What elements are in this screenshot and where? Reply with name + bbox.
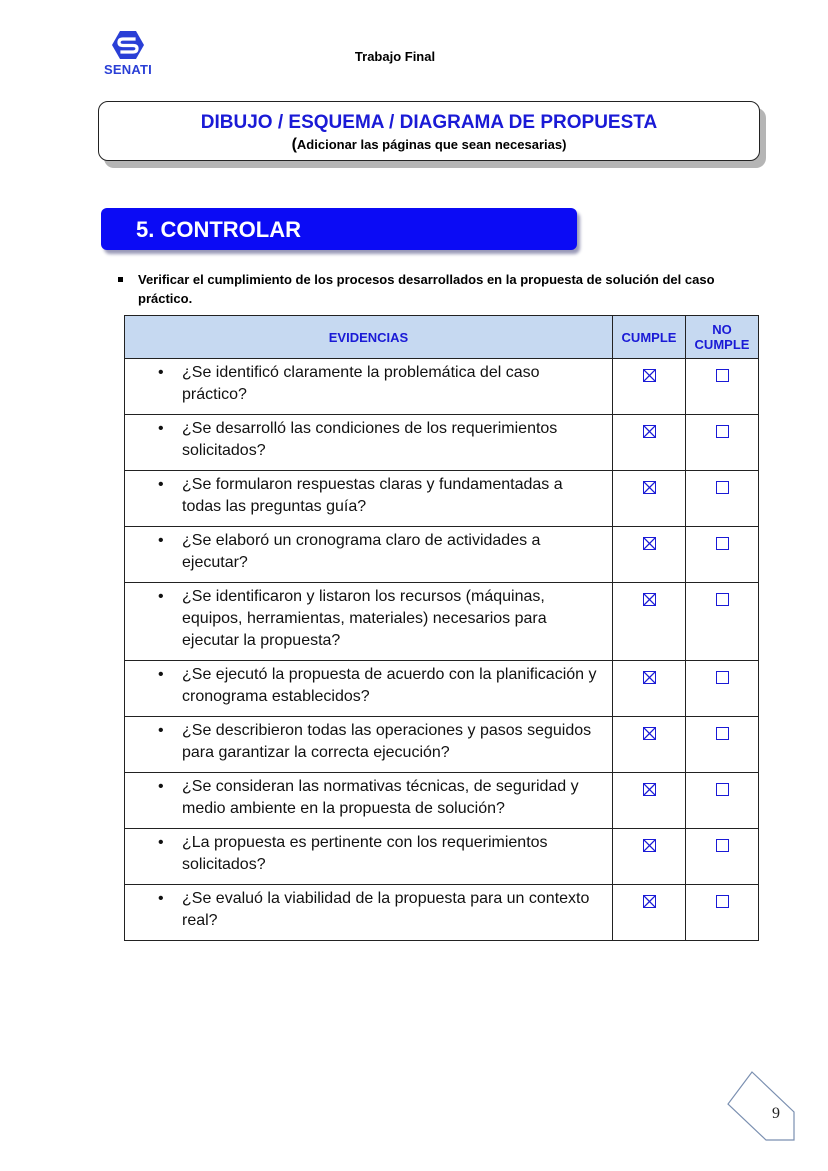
table-row bbox=[125, 717, 759, 773]
checked-box-icon[interactable] bbox=[643, 481, 656, 494]
banner-title: DIBUJO / ESQUEMA / DIAGRAMA DE PROPUESTA bbox=[200, 112, 658, 133]
evidence-question: ¿Se identificó claramente la problemática del caso práctico? bbox=[182, 364, 540, 403]
no-cumple-cell bbox=[686, 359, 759, 415]
unchecked-box-icon[interactable] bbox=[716, 481, 729, 494]
evidence-question: ¿La propuesta es pertinente con los requerimientos solicitados? bbox=[182, 834, 548, 873]
senati-logo bbox=[100, 30, 156, 77]
evidence-cell bbox=[125, 773, 613, 829]
checked-box-icon[interactable] bbox=[643, 537, 656, 550]
checked-box-icon[interactable] bbox=[643, 369, 656, 382]
unchecked-box-icon[interactable] bbox=[716, 593, 729, 606]
page-number: 9 bbox=[772, 1105, 780, 1122]
checked-box-icon[interactable] bbox=[643, 895, 656, 908]
evidence-cell bbox=[125, 471, 613, 527]
cumple-cell bbox=[613, 717, 686, 773]
evidence-cell bbox=[125, 829, 613, 885]
bullet-icon: • bbox=[158, 778, 164, 795]
header-no-cumple: NO CUMPLE bbox=[686, 316, 759, 359]
bullet-icon: • bbox=[158, 420, 164, 437]
no-cumple-cell bbox=[686, 829, 759, 885]
bullet-icon: • bbox=[158, 588, 164, 605]
no-cumple-cell bbox=[686, 661, 759, 717]
section-header bbox=[101, 208, 577, 250]
no-cumple-cell bbox=[686, 527, 759, 583]
evidence-question: ¿Se ejecutó la propuesta de acuerdo con la planificación y cronograma establecidos? bbox=[182, 666, 597, 705]
checked-box-icon[interactable] bbox=[643, 593, 656, 606]
evidence-question: ¿Se elaboró un cronograma claro de actividades a ejecutar? bbox=[182, 532, 541, 571]
evidence-cell bbox=[125, 583, 613, 661]
logo-text: SENATI bbox=[104, 62, 152, 77]
evidence-question: ¿Se identificaron y listaron los recursos (máquinas, equipos, herramientas, materiales) necesarios para ejecutar la propuesta? bbox=[182, 588, 547, 649]
evidence-question: ¿Se evaluó la viabilidad de la propuesta para un contexto real? bbox=[182, 890, 590, 929]
cumple-cell bbox=[613, 527, 686, 583]
unchecked-box-icon[interactable] bbox=[716, 425, 729, 438]
evidence-cell bbox=[125, 885, 613, 941]
unchecked-box-icon[interactable] bbox=[716, 839, 729, 852]
table-row bbox=[125, 773, 759, 829]
square-bullet-icon bbox=[118, 277, 123, 282]
unchecked-box-icon[interactable] bbox=[716, 727, 729, 740]
no-cumple-cell bbox=[686, 415, 759, 471]
evidence-cell bbox=[125, 359, 613, 415]
bullet-icon: • bbox=[158, 532, 164, 549]
header-cumple: CUMPLE bbox=[613, 316, 686, 359]
evidence-question: ¿Se desarrolló las condiciones de los requerimientos solicitados? bbox=[182, 420, 558, 459]
evidence-cell bbox=[125, 415, 613, 471]
unchecked-box-icon[interactable] bbox=[716, 783, 729, 796]
unchecked-box-icon[interactable] bbox=[716, 369, 729, 382]
evidence-cell bbox=[125, 527, 613, 583]
cumple-cell bbox=[613, 661, 686, 717]
banner-subtitle bbox=[99, 136, 759, 154]
senati-logo-icon bbox=[111, 30, 145, 60]
bullet-icon: • bbox=[158, 834, 164, 851]
subtitle-text: Adicionar las páginas que sean necesarias) bbox=[296, 137, 567, 152]
evidence-cell bbox=[125, 661, 613, 717]
bullet-icon: • bbox=[158, 722, 164, 739]
cumple-cell bbox=[613, 583, 686, 661]
evidence-question: ¿Se formularon respuestas claras y fundamentadas a todas las preguntas guía? bbox=[182, 476, 563, 515]
no-cumple-cell bbox=[686, 583, 759, 661]
cumple-cell bbox=[613, 471, 686, 527]
instruction-text: Verificar el cumplimiento de los procesos desarrollados en la propuesta de solución del caso práctico. bbox=[138, 272, 715, 306]
header-evidencias: EVIDENCIAS bbox=[125, 316, 613, 359]
unchecked-box-icon[interactable] bbox=[716, 537, 729, 550]
no-cumple-cell bbox=[686, 773, 759, 829]
instruction bbox=[118, 270, 718, 308]
table-row bbox=[125, 527, 759, 583]
no-cumple-cell bbox=[686, 471, 759, 527]
checked-box-icon[interactable] bbox=[643, 783, 656, 796]
no-cumple-cell bbox=[686, 717, 759, 773]
page-number-badge bbox=[726, 1070, 798, 1147]
table-row bbox=[125, 471, 759, 527]
bullet-icon: • bbox=[158, 666, 164, 683]
bullet-icon: • bbox=[158, 476, 164, 493]
cumple-cell bbox=[613, 359, 686, 415]
no-cumple-cell bbox=[686, 885, 759, 941]
checked-box-icon[interactable] bbox=[643, 839, 656, 852]
unchecked-box-icon[interactable] bbox=[716, 671, 729, 684]
table-row bbox=[125, 583, 759, 661]
evidence-question: ¿Se consideran las normativas técnicas, de seguridad y medio ambiente en la propuesta de solución? bbox=[182, 778, 579, 817]
table-row bbox=[125, 885, 759, 941]
cumple-cell bbox=[613, 885, 686, 941]
evidence-cell bbox=[125, 717, 613, 773]
document-title: Trabajo Final bbox=[354, 49, 436, 64]
bullet-icon: • bbox=[158, 890, 164, 907]
cumple-cell bbox=[613, 773, 686, 829]
title-banner bbox=[98, 101, 760, 161]
cumple-cell bbox=[613, 415, 686, 471]
table-row bbox=[125, 661, 759, 717]
evidence-table bbox=[124, 315, 759, 941]
subtitle-paren: ( bbox=[291, 136, 297, 153]
checked-box-icon[interactable] bbox=[643, 425, 656, 438]
checked-box-icon[interactable] bbox=[643, 727, 656, 740]
bullet-icon: • bbox=[158, 364, 164, 381]
unchecked-box-icon[interactable] bbox=[716, 895, 729, 908]
table-row bbox=[125, 829, 759, 885]
cumple-cell bbox=[613, 829, 686, 885]
page-number-shape bbox=[726, 1070, 798, 1142]
checked-box-icon[interactable] bbox=[643, 671, 656, 684]
section-title: 5. CONTROLAR bbox=[136, 217, 301, 242]
table-row bbox=[125, 415, 759, 471]
table-header-row bbox=[125, 316, 759, 359]
evidence-question: ¿Se describieron todas las operaciones y pasos seguidos para garantizar la correcta ejecución? bbox=[182, 722, 592, 761]
table-row bbox=[125, 359, 759, 415]
